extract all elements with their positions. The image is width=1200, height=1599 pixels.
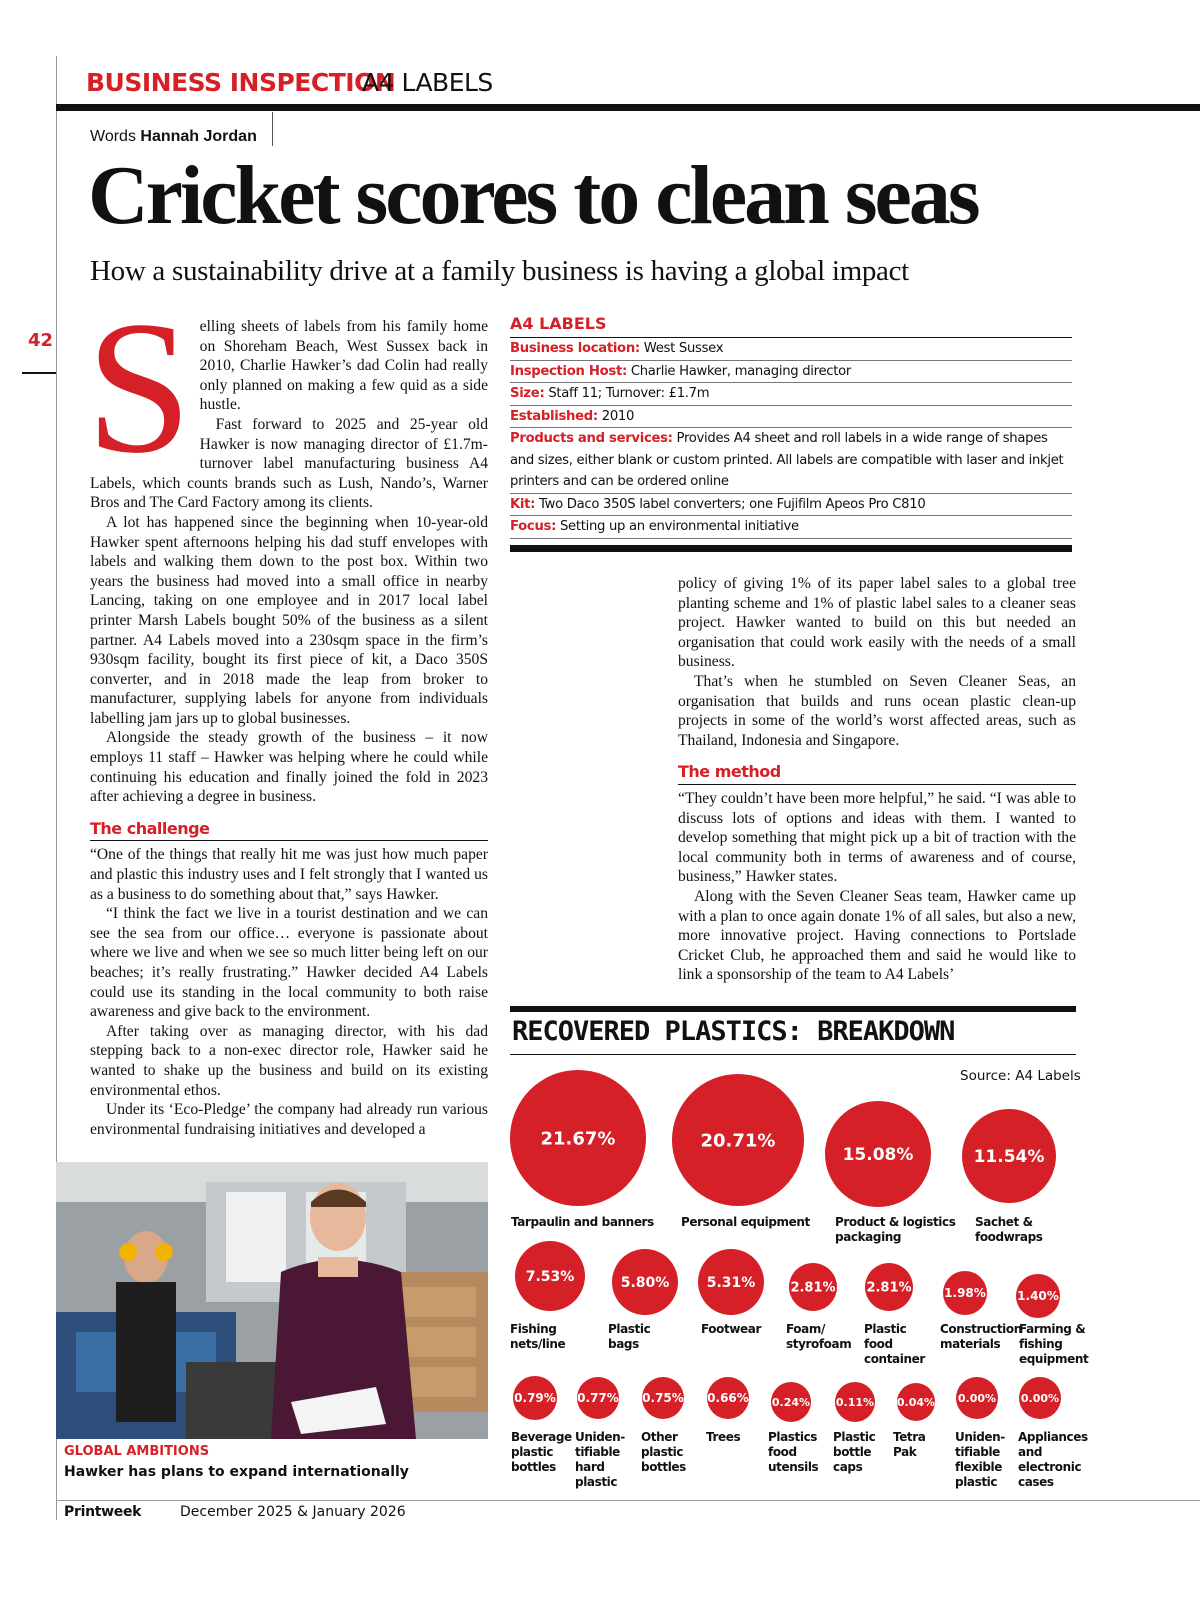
footer-rule [56,1500,1200,1501]
fact-box-end-rule [510,545,1072,552]
paragraph: A lot has happened since the beginning when 10-year-old Hawker spent afternoons helping his dad stuff envelopes with labels and walking them down to the post box. Within two years the business had moved into a small office in nearby Lancing, taking on one employee and in 2017 local label printer Marsh Labels bought 50% of the business as a silent partner. A4 Labels moved into a 230sqm space in the firm’s 930sqm facility, bought its first piece of kit, a Daco 350S converter, and in 2018 made the leap from broker to manufacturer, supplying labels for anyone from individuals labelling jam jars up to global businesses. [90,513,488,727]
fact-label: Business location: [510,341,640,356]
fact-row [510,428,1072,494]
bubble-value-label: 7.53% [525,1268,575,1285]
fact-row [510,406,1072,429]
bubble-category-label: Sachet & foodwraps [975,1215,1043,1244]
bubble-category-label: Personal equipment [681,1215,810,1229]
bubble-value-label: 11.54% [973,1146,1045,1167]
chart-source: Source: A4 Labels [960,1068,1081,1084]
photo-caption-title: GLOBAL AMBITIONS [64,1444,210,1459]
bubble-category-label: Tarpaulin and banners [511,1215,654,1229]
fact-label: Focus: [510,519,557,534]
footer-brand: Printweek [64,1504,142,1520]
photo-caption-text: Hawker has plans to expand internationally [64,1464,409,1480]
bubble-category-label: Farming & fishing equipment [1019,1322,1089,1366]
bubble-chart [505,1060,1095,1500]
standfirst: How a sustainability drive at a family business is having a global impact [90,255,909,287]
paragraph: “One of the things that really hit me was just how much paper and plastic this industry uses and I felt strongly that I wanted us as a business to do something about that,” says Hawker. [90,846,488,903]
byline-divider [272,112,273,146]
bubble-category-label: Trees [706,1430,741,1444]
bubble-value-label: 5.31% [706,1274,756,1291]
section-subtitle: A4 LABELS [362,68,493,97]
bubble-category-label: Beverage plastic bottles [511,1430,572,1474]
bubble-category-label: Plastic bags [608,1322,651,1351]
bubble-value-label: 20.71% [700,1130,776,1152]
fact-row [510,516,1072,539]
paragraph: elling sheets of labels from his family home on Shoreham Beach, West Sussex back in 2010, Charlie Hawker’s dad Colin had really only planned on making a few quid as a side hustle. [199,318,488,414]
paragraph: “They couldn’t have been more helpful,” he said. “I was able to discuss lots of options and ideas with them. I wanted to develop something that might pick up a bit of traction with the local community both in terms of awareness and of course, business,” Hawker states. [678,789,1076,886]
photo-hawker-factory [56,1162,488,1439]
bubble-category-label: Uniden-tifiable hard plastic [575,1430,625,1489]
bubble-value-label: 0.11% [835,1395,875,1409]
paragraph: Under its ‘Eco-Pledge’ the company had already run various environmental fundraising initiatives and developed a [90,1101,488,1138]
paragraph: Along with the Seven Cleaner Seas team, Hawker came up with a plan to once again donate 1% of all sales, but also a new, more innovative project. Having connections to Portslade Cricket Club, he approached them and said he would like to link a sponsorship of the team to A4 Labels’ [678,887,1076,984]
paragraph: Fast forward to 2025 and 25-year old Hawker is now managing director of £1.7m-turnover label manufacturing business A4 Labels, which counts brands such as Lush, Nando’s, Warner Bros and The Card Factory among its clients. [90,415,488,512]
paragraph: After taking over as managing director, with his dad stepping back to a non-exec director role, Hawker said he wanted to shake up the business and build on its existing environmental ethos. [90,1022,488,1099]
fact-value: Setting up an environmental initiative [556,519,799,534]
bubble-category-label: Other plastic bottles [641,1430,686,1474]
paragraph: That’s when he stumbled on Seven Cleaner Seas, an organisation that builds and runs ocean plastic clean-up projects in some of the world’s worst affected areas, such as Thailand, Indonesia and Singapore. [678,672,1076,749]
bubble-value-label: 15.08% [842,1144,914,1165]
bubble-value-label: 0.66% [707,1391,749,1406]
fact-row [510,361,1072,384]
bubble-category-label: Tetra Pak [893,1430,926,1459]
bubble-value-label: 1.98% [944,1286,986,1301]
article-column-1 [86,283,488,1139]
headline: Cricket scores to clean seas [88,149,978,242]
bubble-value-label: 0.00% [957,1391,997,1405]
paragraph: “I think the fact we live in a tourist destination and we can see the sea from our office… everyone is passionate about where we live and when we see so much litter being left on our beaches; it’s really frustrating.” Hawker decided A4 Labels could use its standing in the local community to both raise awareness and give back to the environment. [90,905,488,1021]
subhead-method: The method [678,762,1076,785]
byline [90,128,257,146]
bubble-value-label: 2.81% [866,1280,912,1296]
bubble-category-label: Appliances and electronic cases [1018,1430,1088,1489]
byline-prefix: Words [90,128,136,145]
page-number: 42 [28,330,54,351]
bubble-category-label: Fishing nets/line [510,1322,566,1351]
footer-issue-date: December 2025 & January 2026 [180,1504,406,1520]
page-number-rule [22,372,56,374]
fact-label: Products and services: [510,431,673,446]
bubble-value-label: 5.80% [620,1274,670,1291]
subhead-challenge: The challenge [90,819,488,842]
bubble-value-label: 21.67% [540,1128,616,1150]
header-rule [56,104,1200,111]
fact-value: Provides A4 sheet and roll labels in a wide range of shapes and sizes, either blank or custom printed. All labels are compatible with laser and inkjet printers and can be ordered online [510,431,1064,489]
bubble-value-label: 0.00% [1020,1391,1060,1405]
bubble-category-label: Plastics food utensils [768,1430,819,1474]
bubble-category-label: Footwear [701,1322,761,1336]
paragraph: Alongside the steady growth of the business – it now employs 11 staff – Hawker was helping where he could while continuing his education and finally joined the fold in 2023 after achieving a degree in business. [90,729,488,806]
fact-label: Kit: [510,496,536,512]
chart-top-rule [510,1006,1076,1012]
bubble-value-label: 0.79% [514,1391,556,1406]
fact-value: Two Daco 350S label converters; one Fujifilm Apeos Pro C810 [535,496,926,512]
fact-value: Charlie Hawker, managing director [626,363,852,379]
paragraph: policy of giving 1% of its paper label sales to a global tree planting scheme and 1% of plastic label sales to a cleaner seas project. Hawker wanted to build on this but needed an organisation that could work easily with the needs of a small business. [678,575,1076,671]
section-title: BUSINESS INSPECTION [86,68,396,97]
bubble-value-label: 0.24% [771,1395,811,1409]
fact-value: West Sussex [639,341,724,356]
fact-box-title: A4 LABELS [510,314,1072,338]
bubble-value-label: 0.75% [642,1391,684,1406]
fact-value: Staff 11; Turnover: £1.7m [544,386,710,401]
fact-label: Established: [510,408,598,424]
fact-label: Inspection Host: [510,363,627,379]
bubble-value-label: 1.40% [1017,1289,1059,1304]
chart-title-rule [510,1054,1076,1055]
bubble-category-label: Construction materials [940,1322,1022,1351]
fact-label: Size: [510,386,545,401]
bubble-category-label: Uniden-tifiable flexible plastic [955,1430,1005,1489]
bubble-category-label: Plastic food container [864,1322,925,1366]
drop-cap: S [86,283,192,493]
bubble-category-label: Plastic bottle caps [833,1430,876,1474]
bubble-value-label: 0.04% [896,1395,936,1409]
photo-illustration [56,1162,488,1439]
chart-title: RECOVERED PLASTICS: BREAKDOWN [512,1016,955,1047]
fact-box [510,314,1072,552]
bubble-value-label: 0.77% [577,1391,619,1406]
fact-row [510,383,1072,406]
article-column-2 [678,574,1076,985]
byline-author: Hannah Jordan [140,128,257,145]
bubble-category-label: Foam/ styrofoam [786,1322,852,1351]
fact-row [510,338,1072,361]
bubble-category-label: Product & logistics packaging [835,1215,956,1244]
fact-row [510,494,1072,517]
fact-value: 2010 [597,408,635,424]
bubble-value-label: 2.81% [790,1280,836,1296]
